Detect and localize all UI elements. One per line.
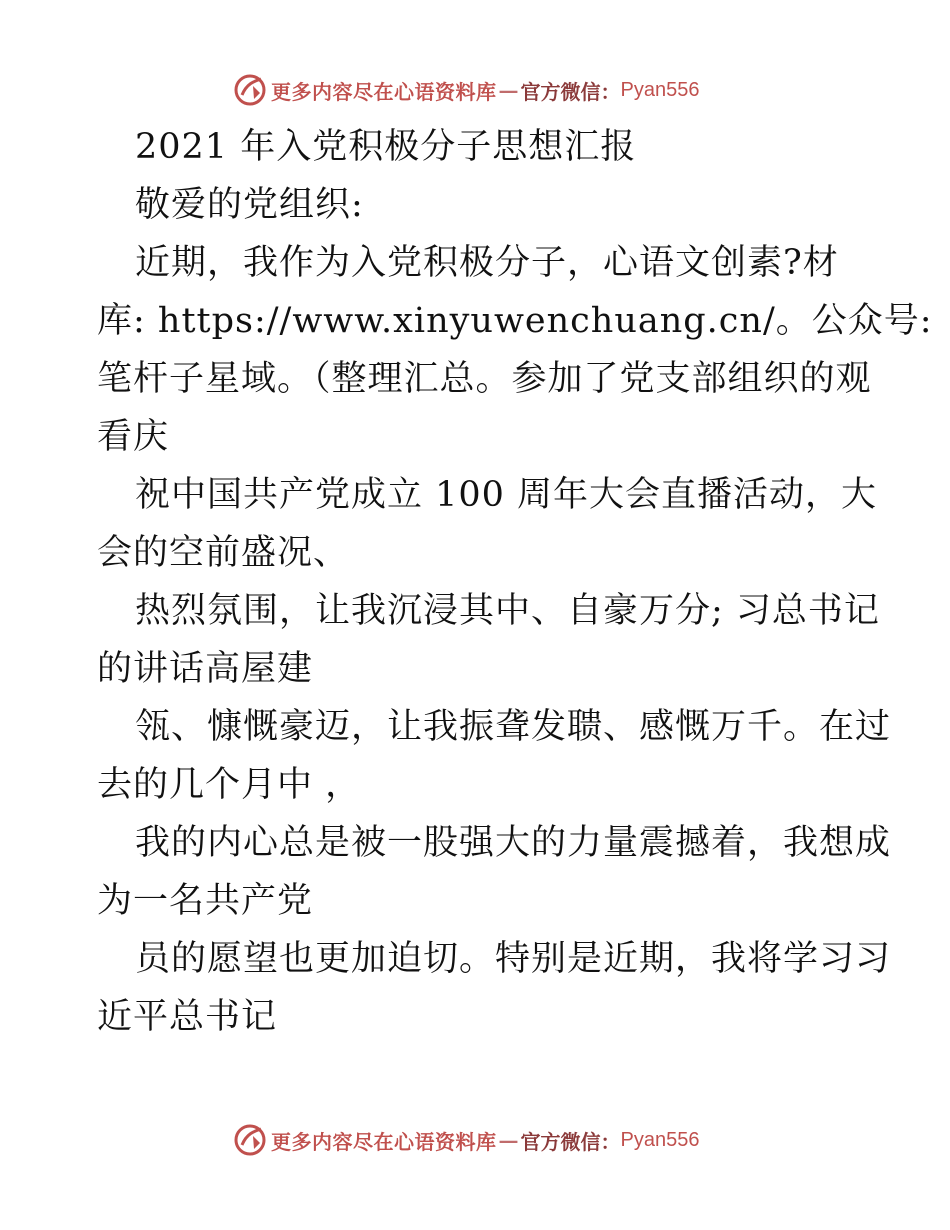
paragraph-line: 员的愿望也更加迫切。特别是近期，我将学习习 xyxy=(135,939,892,979)
header-banner xyxy=(233,72,699,108)
footer-wechat-id: Pyan556 xyxy=(620,1128,700,1151)
paragraph-line: 瓴、慷慨豪迈，让我振聋发聩、感慨万千。在过 xyxy=(135,707,892,747)
footer-promo-text: 更多内容尽在心语资料库 xyxy=(271,1129,497,1154)
header-wechat-label: 官方微信： xyxy=(520,79,621,104)
header-promo-text: 更多内容尽在心语资料库 xyxy=(271,79,497,104)
document-body xyxy=(97,118,933,1046)
paragraph-line: 的讲话高屋建 xyxy=(97,649,314,689)
paragraph-line: 为一名共产党 xyxy=(97,881,314,921)
paragraph-line: 去的几个月中 ， xyxy=(97,765,362,805)
header-separator: — xyxy=(498,78,519,102)
paragraph-line: 近期，我作为入党积极分子，心语文创素?材 xyxy=(135,243,839,283)
salutation: 敬爱的党组织: xyxy=(135,185,364,225)
footer-banner xyxy=(233,1122,699,1158)
paragraph-line: 笔杆子星域。（整理汇总。参加了党支部组织的观 xyxy=(97,359,872,399)
footer-separator: — xyxy=(498,1128,519,1152)
paragraph-line: 我的内心总是被一股强大的力量震撼着，我想成 xyxy=(135,823,892,863)
paragraph-line: 近平总书记 xyxy=(97,997,278,1037)
paragraph-line: 热烈氛围，让我沉浸其中、自豪万分; 习总书记 xyxy=(135,591,880,631)
paragraph-line: 库: https://www.xinyuwenchuang.cn/。公众号: xyxy=(97,301,933,341)
footer-wechat-label: 官方微信： xyxy=(520,1129,621,1154)
paragraph-line: 看庆 xyxy=(97,417,170,457)
paragraph-line: 祝中国共产党成立 100 周年大会直播活动，大 xyxy=(135,475,878,515)
paragraph-line: 会的空前盛况、 xyxy=(97,533,350,573)
header-wechat-id: Pyan556 xyxy=(620,78,700,101)
brand-logo-icon xyxy=(233,73,267,107)
brand-logo-icon xyxy=(233,1123,267,1157)
document-title: 2021 年入党积极分子思想汇报 xyxy=(135,127,637,167)
